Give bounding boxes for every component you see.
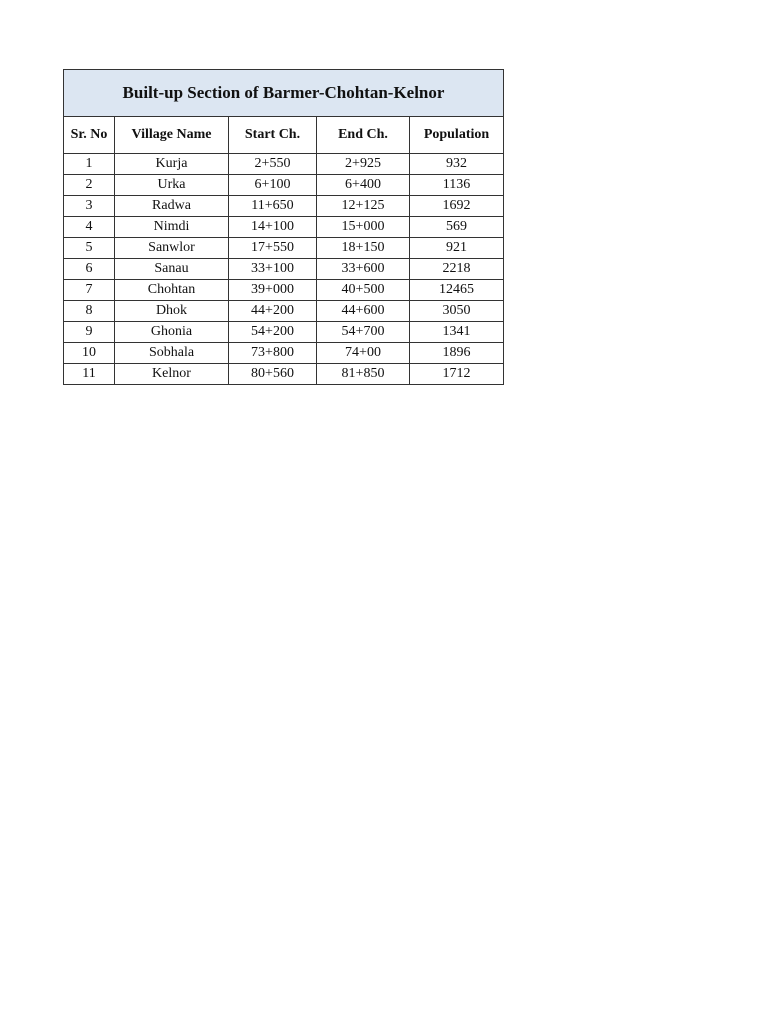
cell-village-name: Urka [115, 175, 229, 196]
column-header-population: Population [410, 117, 504, 154]
cell-population: 1136 [410, 175, 504, 196]
cell-village-name: Kelnor [115, 364, 229, 385]
cell-village-name: Ghonia [115, 322, 229, 343]
cell-sr-no: 5 [64, 238, 115, 259]
cell-start-ch: 80+560 [229, 364, 317, 385]
table-row [64, 280, 504, 301]
cell-end-ch: 12+125 [317, 196, 410, 217]
cell-sr-no: 6 [64, 259, 115, 280]
cell-village-name: Chohtan [115, 280, 229, 301]
table-row [64, 364, 504, 385]
table-row [64, 238, 504, 259]
cell-end-ch: 15+000 [317, 217, 410, 238]
cell-sr-no: 10 [64, 343, 115, 364]
table-row [64, 259, 504, 280]
table-title: Built-up Section of Barmer-Chohtan-Kelnor [64, 70, 504, 117]
column-header-start-ch: Start Ch. [229, 117, 317, 154]
cell-end-ch: 54+700 [317, 322, 410, 343]
cell-end-ch: 74+00 [317, 343, 410, 364]
cell-population: 2218 [410, 259, 504, 280]
cell-population: 569 [410, 217, 504, 238]
cell-population: 3050 [410, 301, 504, 322]
cell-sr-no: 3 [64, 196, 115, 217]
cell-sr-no: 1 [64, 154, 115, 175]
cell-start-ch: 39+000 [229, 280, 317, 301]
cell-population: 921 [410, 238, 504, 259]
built-up-section-table [63, 69, 504, 385]
column-header-end-ch: End Ch. [317, 117, 410, 154]
cell-village-name: Nimdi [115, 217, 229, 238]
cell-end-ch: 33+600 [317, 259, 410, 280]
cell-start-ch: 33+100 [229, 259, 317, 280]
cell-village-name: Sanau [115, 259, 229, 280]
cell-start-ch: 54+200 [229, 322, 317, 343]
cell-village-name: Dhok [115, 301, 229, 322]
cell-sr-no: 11 [64, 364, 115, 385]
cell-end-ch: 2+925 [317, 154, 410, 175]
cell-population: 1692 [410, 196, 504, 217]
cell-start-ch: 73+800 [229, 343, 317, 364]
cell-sr-no: 7 [64, 280, 115, 301]
table-row [64, 196, 504, 217]
cell-village-name: Sobhala [115, 343, 229, 364]
cell-population: 1712 [410, 364, 504, 385]
title-row [64, 70, 504, 117]
cell-population: 1341 [410, 322, 504, 343]
cell-village-name: Kurja [115, 154, 229, 175]
cell-start-ch: 44+200 [229, 301, 317, 322]
table-row [64, 175, 504, 196]
column-header-sr-no: Sr. No [64, 117, 115, 154]
table-row [64, 343, 504, 364]
cell-end-ch: 6+400 [317, 175, 410, 196]
cell-sr-no: 8 [64, 301, 115, 322]
table-row [64, 217, 504, 238]
cell-end-ch: 81+850 [317, 364, 410, 385]
table-row [64, 301, 504, 322]
cell-village-name: Radwa [115, 196, 229, 217]
cell-start-ch: 2+550 [229, 154, 317, 175]
cell-village-name: Sanwlor [115, 238, 229, 259]
header-row [64, 117, 504, 154]
cell-population: 12465 [410, 280, 504, 301]
cell-end-ch: 44+600 [317, 301, 410, 322]
cell-end-ch: 40+500 [317, 280, 410, 301]
table-body [64, 154, 504, 385]
cell-sr-no: 2 [64, 175, 115, 196]
cell-population: 932 [410, 154, 504, 175]
table-row [64, 154, 504, 175]
cell-population: 1896 [410, 343, 504, 364]
cell-start-ch: 17+550 [229, 238, 317, 259]
cell-sr-no: 9 [64, 322, 115, 343]
cell-start-ch: 11+650 [229, 196, 317, 217]
column-header-village-name: Village Name [115, 117, 229, 154]
cell-start-ch: 14+100 [229, 217, 317, 238]
cell-end-ch: 18+150 [317, 238, 410, 259]
cell-start-ch: 6+100 [229, 175, 317, 196]
table-row [64, 322, 504, 343]
cell-sr-no: 4 [64, 217, 115, 238]
